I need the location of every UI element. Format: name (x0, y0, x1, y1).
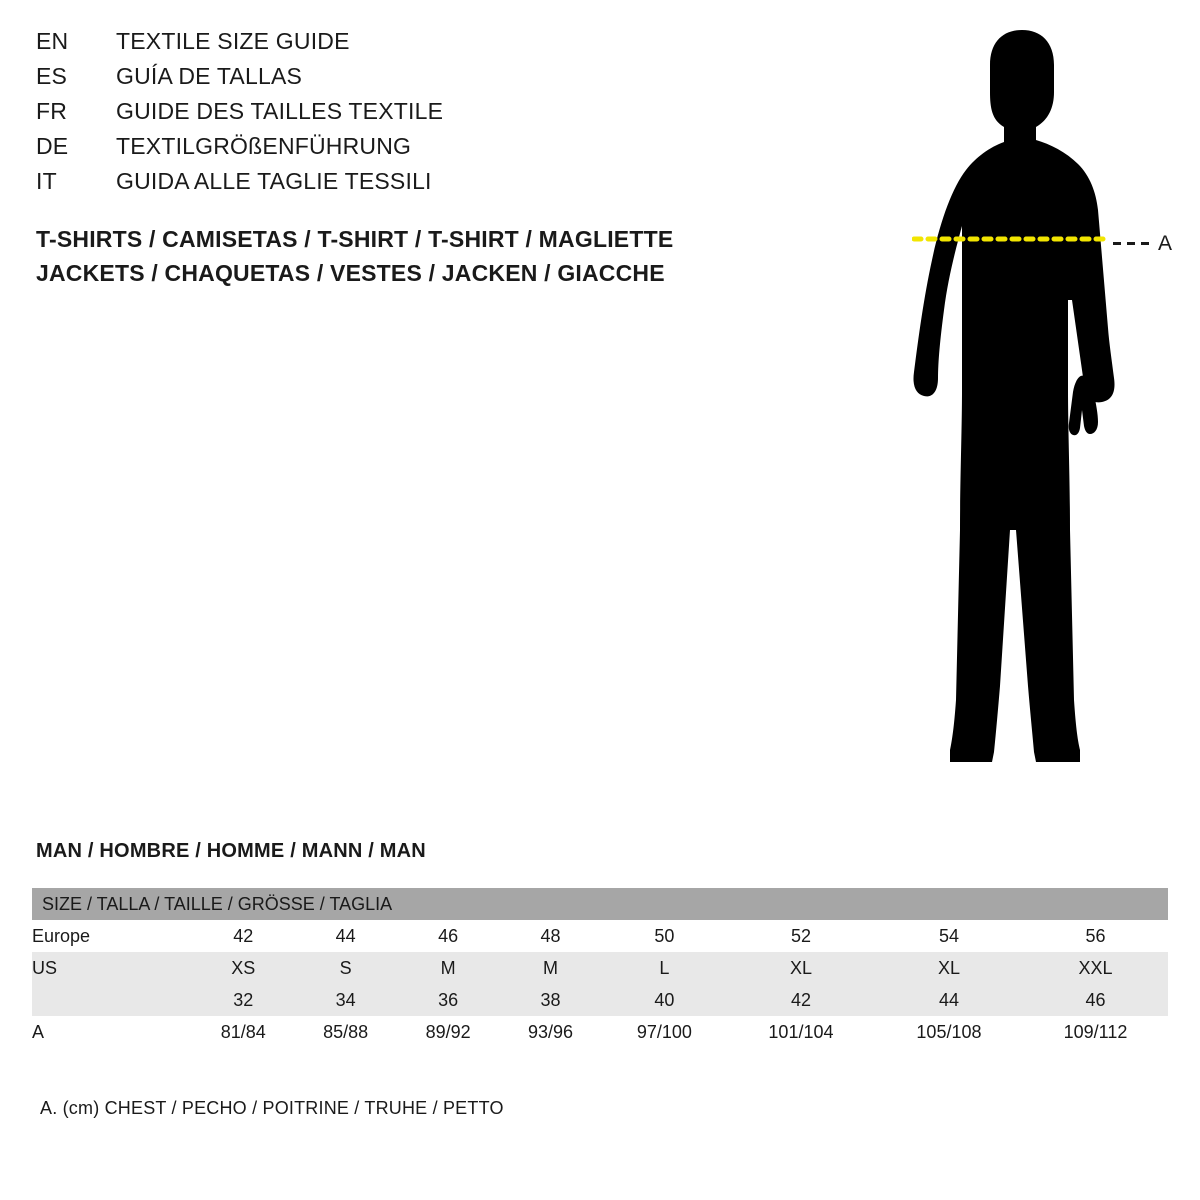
row-label-europe: Europe (32, 920, 192, 952)
measure-leader-dashes-icon (1113, 242, 1151, 245)
cell: XS (192, 952, 294, 984)
cell: 42 (727, 984, 875, 1016)
table-row (32, 920, 1168, 952)
category-list (36, 222, 836, 290)
cell: 93/96 (499, 1016, 601, 1048)
cell: XXL (1023, 952, 1168, 984)
language-row (36, 98, 756, 133)
cell: M (397, 952, 499, 984)
cell: L (602, 952, 727, 984)
cell: 44 (294, 920, 396, 952)
row-label-blank (32, 984, 192, 1016)
row-label-us: US (32, 952, 192, 984)
language-code: DE (36, 133, 69, 159)
language-row (36, 63, 756, 98)
cell: 32 (192, 984, 294, 1016)
cell: 101/104 (727, 1016, 875, 1048)
category-jackets: JACKETS / CHAQUETAS / VESTES / JACKEN / GIACCHE (36, 260, 665, 286)
measure-label-a: A (1158, 232, 1173, 255)
cell: 42 (192, 920, 294, 952)
cell: 85/88 (294, 1016, 396, 1048)
cell: 109/112 (1023, 1016, 1168, 1048)
cell: 44 (875, 984, 1023, 1016)
cell: 54 (875, 920, 1023, 952)
language-text: TEXTILGRÖßENFÜHRUNG (116, 133, 412, 159)
language-code: IT (36, 168, 57, 194)
man-silhouette-icon (840, 10, 1180, 800)
footnote-chest: A. (cm) CHEST / PECHO / POITRINE / TRUHE / PETTO (40, 1098, 504, 1118)
cell: 36 (397, 984, 499, 1016)
table-row (32, 984, 1168, 1016)
cell: 81/84 (192, 1016, 294, 1048)
cell: M (499, 952, 601, 984)
cell: XL (875, 952, 1023, 984)
row-label-a: A (32, 1016, 192, 1048)
cell: S (294, 952, 396, 984)
language-row (36, 28, 756, 63)
cell: 46 (397, 920, 499, 952)
body-figure (840, 10, 1180, 800)
language-code: EN (36, 28, 69, 54)
table-header-label: SIZE / TALLA / TAILLE / GRÖSSE / TAGLIA (32, 888, 1168, 920)
table-header-row (32, 888, 1168, 920)
cell: XL (727, 952, 875, 984)
language-text: GUÍA DE TALLAS (116, 63, 303, 89)
cell: 40 (602, 984, 727, 1016)
language-row (36, 168, 756, 203)
language-code: ES (36, 63, 68, 89)
cell: 52 (727, 920, 875, 952)
table-row (32, 1016, 1168, 1048)
language-code: FR (36, 98, 68, 124)
cell: 97/100 (602, 1016, 727, 1048)
cell: 34 (294, 984, 396, 1016)
language-list (36, 28, 756, 203)
cell: 50 (602, 920, 727, 952)
cell: 89/92 (397, 1016, 499, 1048)
chest-measure-line-icon (912, 232, 1112, 246)
table-row (32, 952, 1168, 984)
cell: 38 (499, 984, 601, 1016)
category-tshirts: T-SHIRTS / CAMISETAS / T-SHIRT / T-SHIRT / MAGLIETTE (36, 226, 674, 252)
language-text: GUIDE DES TAILLES TEXTILE (116, 98, 444, 124)
size-table-man (32, 888, 1168, 1048)
cell: 56 (1023, 920, 1168, 952)
language-row (36, 133, 756, 168)
cell: 48 (499, 920, 601, 952)
language-text: GUIDA ALLE TAGLIE TESSILI (116, 168, 432, 194)
section-title-man: MAN / HOMBRE / HOMME / MANN / MAN (36, 840, 426, 862)
language-text: TEXTILE SIZE GUIDE (116, 28, 350, 54)
cell: 46 (1023, 984, 1168, 1016)
cell: 105/108 (875, 1016, 1023, 1048)
